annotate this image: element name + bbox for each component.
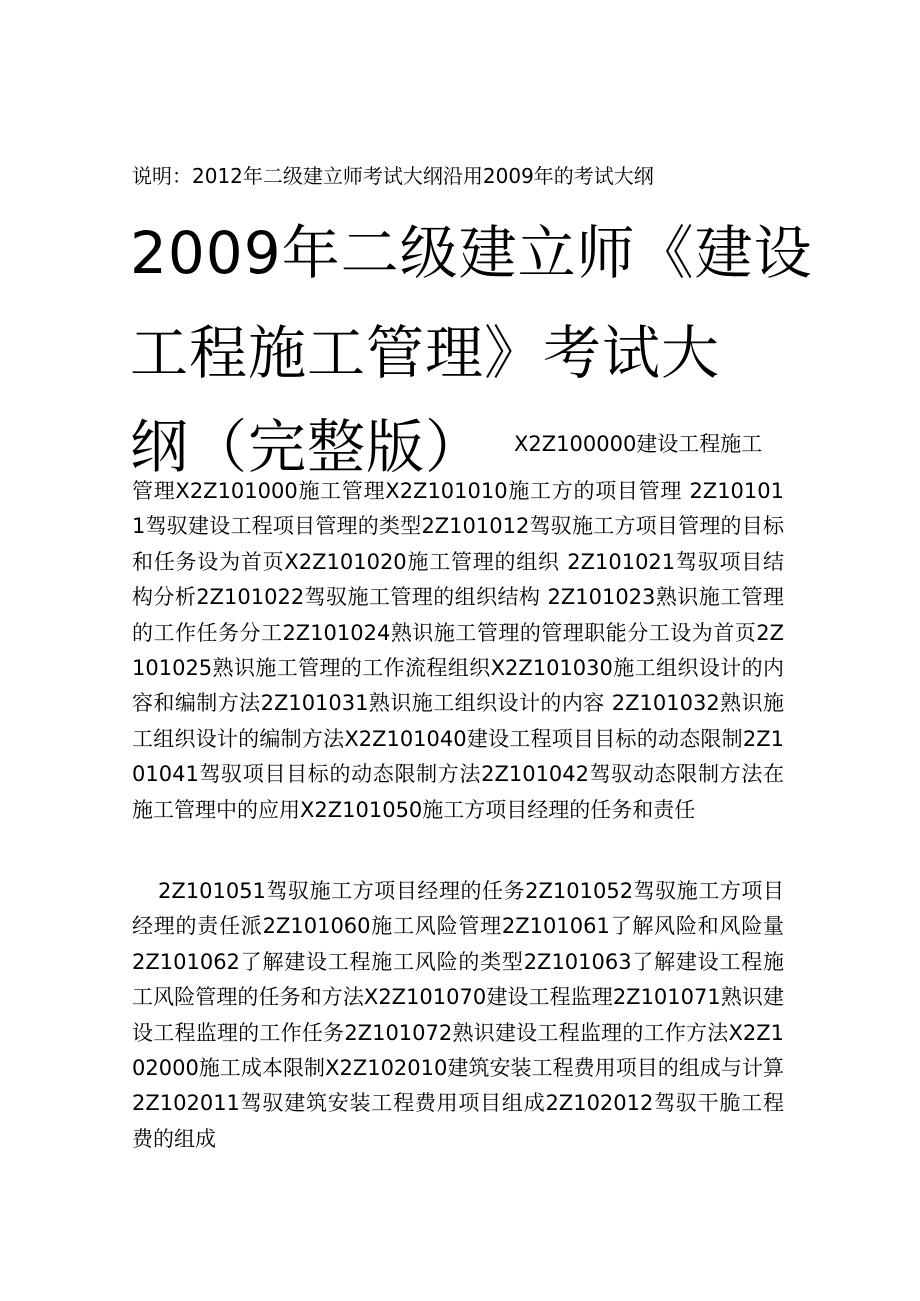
document-title-line-2: 工程施工管理》考试大	[130, 319, 721, 387]
section-heading-inline: X2Z100000建设工程施工	[514, 432, 763, 456]
body-paragraph-2: 2Z101051驾驭施工方项目经理的任务2Z101052驾驭施工方项目经理的责任派2Z101060施工风险管理2Z101061了解风险和风险量 2Z101062了解建设工程施工风险的类型2Z101063了解建设工程施工风险管理的任务和方法X2Z101070建设工程监理2Z101071熟识建设工程监理的工作任务2Z101072熟识建设工程监理的工作方法X2Z102000施工成本限制X2Z102010建筑安装工程费用项目的组成与计算2Z102011驾驭建筑安装工程费用项目组成2Z102012驾驭干脆工程费的组成	[132, 879, 784, 1151]
document-title-line-3: 纲（完整版）	[130, 413, 485, 481]
body-paragraph-1: 管理X2Z101000施工管理X2Z101010施工方的项目管理 2Z101011驾驭建设工程项目管理的类型2Z101012驾驭施工方项目管理的目标和任务设为首页X2Z101020施工管理的组织 2Z101021驾驭项目结构分析2Z101022驾驭施工管理的组织结构 2Z101023熟识施工管理的工作任务分工2Z101024熟识施工管理的管理职能分工设为首页2Z101025熟识施工管理的工作流程组织X2Z101030施工组织设计的内容和编制方法2Z101031熟识施工组织设计的内容 2Z101032熟识施工组织设计的编制方法X2Z101040建设工程项目目标的动态限制2Z101041驾驭项目目标的动态限制方法2Z101042驾驭动态限制方法在施工管理中的应用X2Z101050施工方项目经理的任务和责任	[132, 479, 784, 822]
document-title-line-1: 2009年二级建立师《建设	[130, 219, 813, 287]
note-line: 说明：2012年二级建立师考试大纲沿用2009年的考试大纲	[132, 164, 654, 188]
